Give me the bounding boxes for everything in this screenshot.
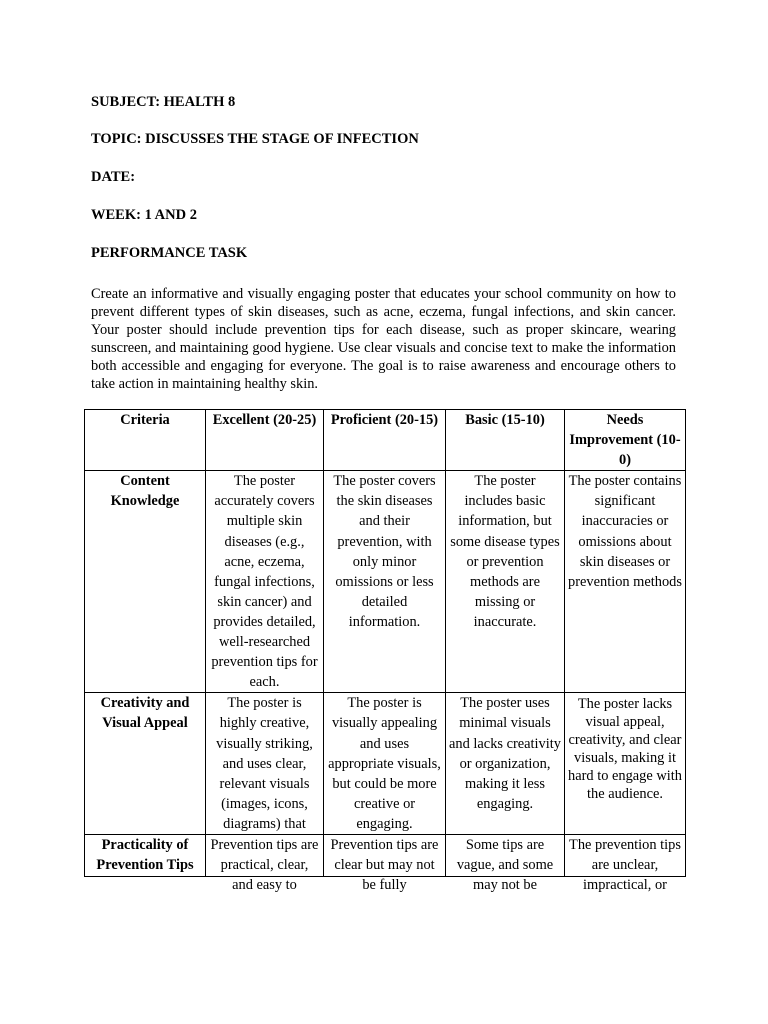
cell-clip: Practicality of Prevention Tips [96, 836, 194, 874]
rubric-row [85, 693, 686, 835]
rubric-cell [324, 834, 446, 894]
cell-clip: The prevention tips are unclear, impractical, or [569, 836, 681, 894]
header-cell: Needs Improvement (10-0) [565, 410, 686, 471]
rubric-row [85, 834, 686, 876]
rubric-cell: The poster includes basic information, but some disease types or prevention methods are missing or inaccurate. [446, 471, 565, 693]
subject-line: SUBJECT: HEALTH 8 [91, 94, 236, 110]
header-cell: Proficient (20-15) [324, 410, 446, 471]
rubric-header-row [85, 410, 686, 471]
rubric-cell: The poster contains significant inaccuracies or omissions about skin diseases or prevention methods [565, 471, 686, 693]
cell-clip: Some tips are vague, and some may not be [456, 836, 554, 894]
rubric-cell: The poster accurately covers multiple skin diseases (e.g., acne, eczema, fungal infections, skin cancer) and provides detailed, well-researched prevention tips for each. [206, 471, 324, 693]
criterion-cell: Content Knowledge [85, 471, 206, 693]
rubric-cell [446, 834, 565, 894]
header-cell: Basic (15-10) [446, 410, 565, 471]
rubric-cell: The poster covers the skin diseases and their prevention, with only minor omissions or less detailed information. [324, 471, 446, 693]
header-cell: Excellent (20-25) [206, 410, 324, 471]
rubric-cell: The poster is visually appealing and uses appropriate visuals, but could be more creative or engaging. [324, 693, 446, 835]
cell-clip: Prevention tips are clear but may not be fully [330, 836, 439, 894]
topic-line: TOPIC: DISCUSSES THE STAGE OF INFECTION [91, 131, 419, 147]
week-line: WEEK: 1 AND 2 [91, 207, 197, 223]
rubric-row [85, 471, 686, 693]
task-description: Create an informative and visually engaging poster that educates your school community on how to prevent different types of skin diseases, such as acne, eczema, fungal infections, and skin cancer. Your poster should include prevention tips for each disease, such as proper skincare, wearing sunscreen, and maintaining good hygiene. Use clear visuals and concise text to make the information both accessible and engaging for everyone. The goal is to raise awareness and encourage others to take action in maintaining healthy skin. [91, 286, 676, 392]
cell-clip: Prevention tips are practical, clear, and easy to [210, 836, 319, 894]
criterion-cell [85, 834, 206, 876]
section-title: PERFORMANCE TASK [91, 245, 248, 261]
criterion-cell: Creativity and Visual Appeal [85, 693, 206, 835]
rubric-cell: The poster uses minimal visuals and lacks creativity or organization, making it less engaging. [446, 693, 565, 835]
rubric-cell [565, 834, 686, 894]
rubric-cell [206, 834, 324, 894]
date-line: DATE: [91, 169, 136, 185]
rubric-cell: The poster is highly creative, visually striking, and uses clear, relevant visuals (images, icons, diagrams) that [206, 693, 324, 835]
header-cell: Criteria [85, 410, 206, 471]
rubric-cell: The poster lacks visual appeal, creativity, and clear visuals, making it hard to engage with the audience. [565, 693, 686, 835]
rubric-table [84, 409, 686, 894]
